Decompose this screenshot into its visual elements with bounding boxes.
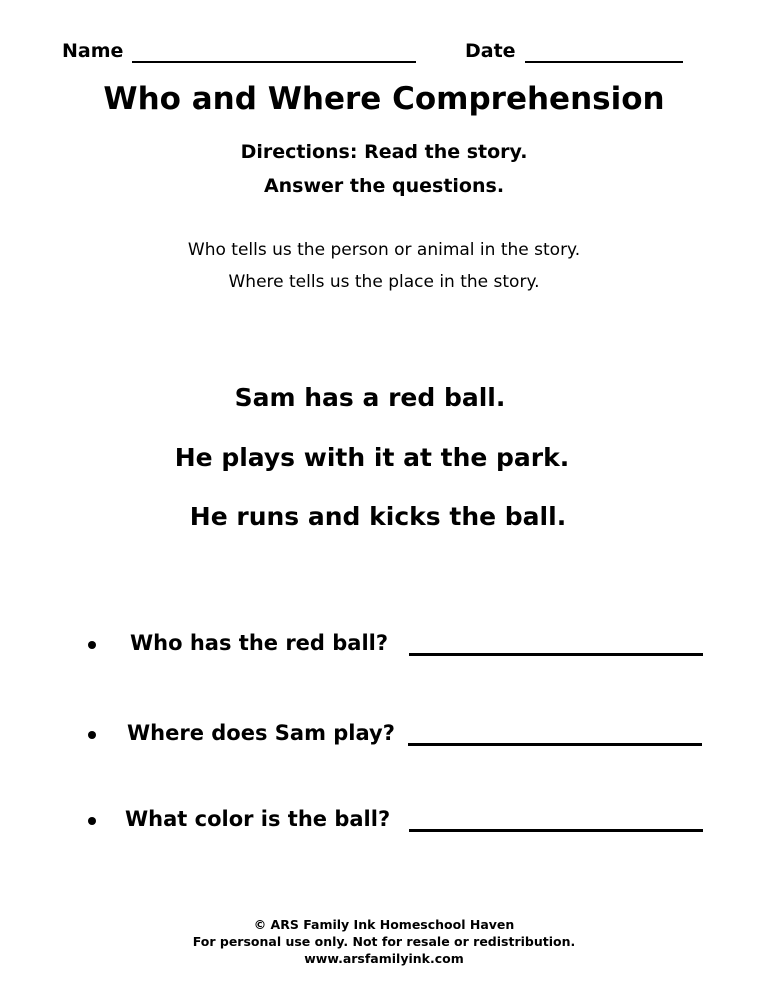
question-2: Where does Sam play? (127, 721, 395, 745)
directions-line-2: Answer the questions. (263, 175, 505, 197)
question-1: Who has the red ball? (130, 631, 389, 655)
info-who-line: Who tells us the person or animal in the story. (187, 240, 581, 260)
bullet-icon (88, 817, 96, 825)
footer-copyright: © ARS Family Ink Homeschool Haven (253, 917, 515, 932)
answer-2-line[interactable] (408, 743, 702, 746)
answer-3-line[interactable] (409, 829, 703, 832)
date-label: Date (465, 40, 516, 62)
date-blank-line[interactable] (525, 61, 683, 63)
bullet-icon (88, 641, 96, 649)
info-where-line: Where tells us the place in the story. (228, 272, 540, 292)
story-line-1: Sam has a red ball. (234, 383, 506, 412)
footer-usage-note: For personal use only. Not for resale or redistribution. (192, 934, 576, 949)
name-blank-line[interactable] (132, 61, 416, 63)
story-line-2: He plays with it at the park. (174, 443, 570, 472)
name-label: Name (62, 40, 124, 62)
story-line-3: He runs and kicks the ball. (189, 502, 567, 531)
footer-website-link[interactable]: www.arsfamilyink.com (304, 951, 464, 966)
bullet-icon (88, 731, 96, 739)
answer-1-line[interactable] (409, 653, 703, 656)
page-title: Who and Where Comprehension (103, 81, 665, 117)
question-3: What color is the ball? (125, 807, 391, 831)
directions-line-1: Directions: Read the story. (240, 141, 528, 163)
